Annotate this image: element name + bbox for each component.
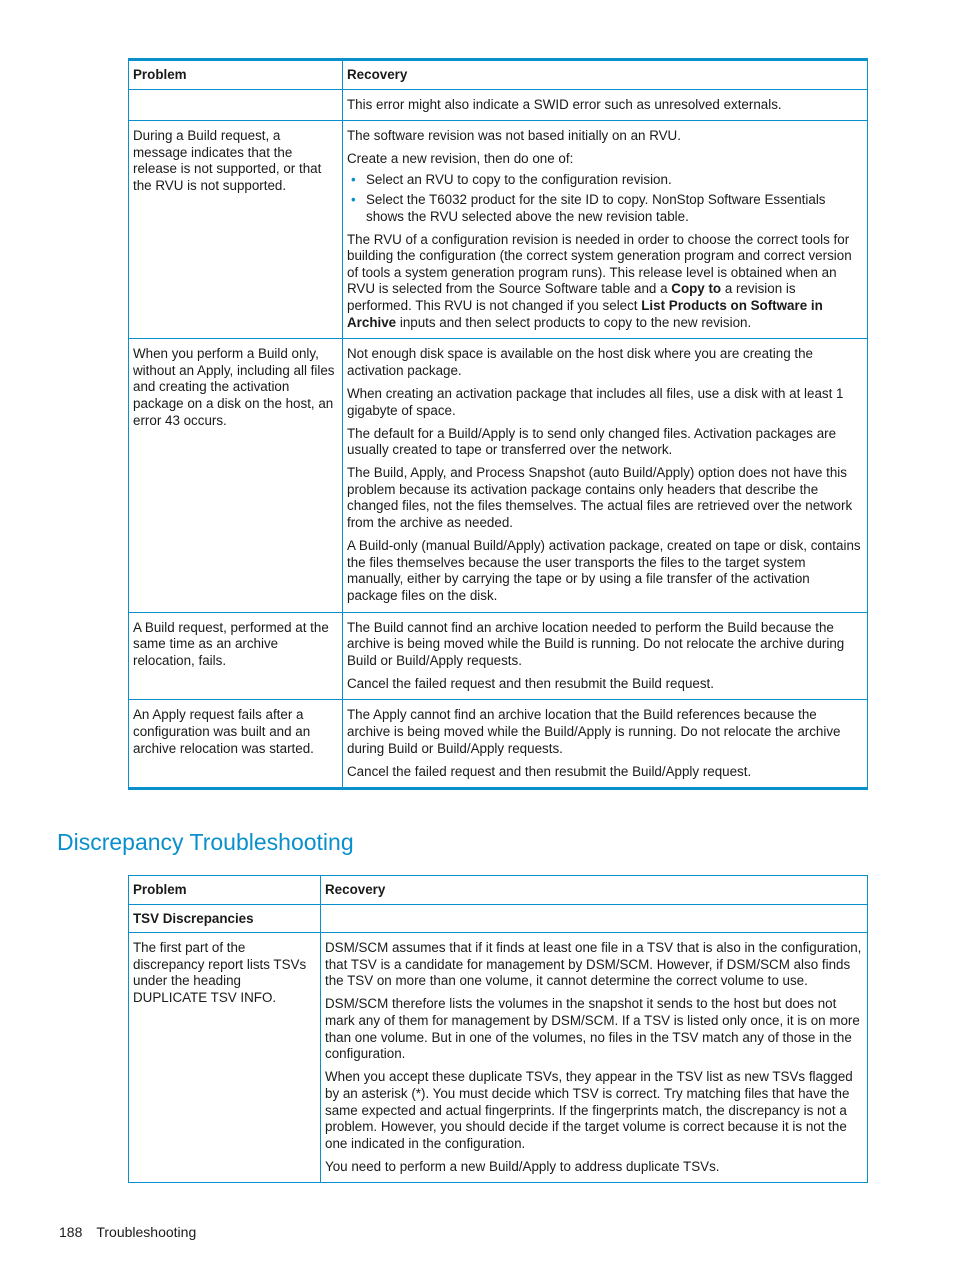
table-subheading-row [129, 904, 868, 933]
text-run: inputs and then select products to copy to the new revision. [396, 314, 752, 330]
problem-column-header: Problem [129, 60, 343, 90]
ui-term: List Products on Software in Archive [347, 298, 823, 330]
text-run: DSM/SCM therefore lists the volumes in the snapshot it sends to the host but does not mark any of them for management by DSM/SCM. If a TSV is listed only once, it is on more than one volume. But in one of the volumes, no files in the TSV match any of those in the configuration. [325, 996, 860, 1062]
recovery-paragraph [347, 426, 863, 459]
troubleshooting-table [128, 58, 868, 790]
text-run: The Build, Apply, and Process Snapshot (auto Build/Apply) option does not have this problem because its activation package contains only headers that describe the changed files, not the files themselves. The actual files are retrieved over the network from the archive as needed. [347, 465, 853, 531]
text-run: Cancel the failed request and then resubmit the Build/Apply request. [347, 763, 752, 779]
recovery-cell [343, 612, 868, 700]
recovery-paragraph [347, 97, 863, 114]
text-run: The RVU of a configuration revision is needed in order to choose the correct tools for building the configuration (the correct system generation program and correct version of tools a system generation program runs). This release level is obtained when an RVU is selected from the Source Software table and a [347, 231, 852, 297]
discrepancy-table [128, 875, 868, 1183]
table-row [129, 933, 868, 1183]
table-row [129, 612, 868, 700]
recovery-paragraph [325, 1159, 863, 1176]
recovery-paragraph [347, 620, 863, 670]
text-run: The default for a Build/Apply is to send only changed files. Activation packages are usually created to tape or transferred over the network. [347, 425, 837, 458]
recovery-paragraph [347, 386, 863, 419]
problem-cell [129, 89, 343, 121]
text-run: The Apply cannot find an archive location that the Build references because the archive is being moved while the Build/Apply is running. Do not relocate the archive during Build or Build/Apply requests. [347, 707, 841, 756]
recovery-paragraph [347, 707, 863, 757]
recovery-paragraph [347, 232, 863, 332]
recovery-paragraph [347, 764, 863, 781]
text-run: Not enough disk space is available on the host disk where you are creating the activation package. [347, 346, 813, 378]
recovery-column-header: Recovery [321, 876, 868, 905]
text-run: When creating an activation package that includes all files, use a disk with at least 1 gigabyte of space. [347, 385, 844, 418]
recovery-paragraph [347, 346, 863, 379]
table-body [129, 904, 868, 1183]
bullet-item: • Select an RVU to copy to the configuration revision. [366, 172, 863, 189]
recovery-paragraph [347, 465, 863, 531]
text-run: The software revision was not based initially on an RVU. [347, 128, 681, 144]
tsv-discrepancies-subheading: TSV Discrepancies [129, 904, 321, 933]
table-row [129, 121, 868, 339]
table-header-row [129, 876, 868, 905]
text-run: You need to perform a new Build/Apply to address duplicate TSVs. [325, 1158, 720, 1174]
recovery-paragraph [325, 996, 863, 1062]
recovery-cell [343, 339, 868, 612]
recovery-cell [343, 89, 868, 121]
page-footer [59, 1223, 196, 1241]
recovery-cell [343, 121, 868, 339]
recovery-paragraph [325, 940, 863, 990]
table-header-row [129, 60, 868, 90]
table-row [129, 700, 868, 789]
text-run: This error might also indicate a SWID error such as unresolved externals. [347, 96, 782, 112]
problem-cell: When you perform a Build only, without an Apply, including all files and creating the activation package on a disk on the host, an error 43 occurs. [129, 339, 343, 612]
text-run: The Build cannot find an archive location needed to perform the Build because the archive is being moved while the Build is running. Do not relocate the archive during Build or Build/Apply requests. [347, 619, 845, 668]
recovery-column-header: Recovery [343, 60, 868, 90]
text-run: a revision is performed. This RVU is not changed if you select [347, 281, 796, 314]
recovery-paragraph [347, 538, 863, 604]
problem-cell: An Apply request fails after a configuration was built and an archive relocation was started. [129, 700, 343, 789]
table-body [129, 89, 868, 789]
problem-cell: A Build request, performed at the same time as an archive relocation, fails. [129, 612, 343, 700]
bullet-list [347, 172, 863, 225]
text-run: DSM/SCM assumes that if it finds at least one file in a TSV that is also in the configuration, that TSV is a candidate for management by DSM/SCM. However, if DSM/SCM also finds the TSV on more than one volume, it cannot determine the correct volume to use. [325, 940, 862, 989]
text-run: When you accept these duplicate TSVs, they appear in the TSV list as new TSVs flagged by an asterisk (*). You must decide which TSV is correct. Try matching files that have the same expected and actual fingerprints. If the fingerprints match, the discrepancy is not a problem. However, you should decide if the target volume is correct because it is not the one indicated in the configuration. [325, 1069, 853, 1151]
text-run: Create a new revision, then do one of: [347, 151, 574, 167]
table-row [129, 89, 868, 121]
ui-term: Copy to [671, 281, 722, 297]
footer-section-title: Troubleshooting [96, 1224, 197, 1240]
empty-cell [321, 904, 868, 933]
recovery-cell [321, 933, 868, 1183]
recovery-paragraph [347, 128, 863, 145]
text-run: Cancel the failed request and then resubmit the Build request. [347, 675, 714, 691]
recovery-paragraph [325, 1069, 863, 1152]
recovery-cell [343, 700, 868, 789]
text-run: A Build-only (manual Build/Apply) activation package, created on tape or disk, contains the files themselves because the user transports the files to the target system manually, either by carrying the tape or by using a file transfer of the activation package files on the disk. [347, 538, 861, 603]
problem-column-header: Problem [129, 876, 321, 905]
page-number: 188 [59, 1224, 83, 1240]
table-row [129, 339, 868, 612]
recovery-paragraph [347, 676, 863, 693]
section-heading: Discrepancy Troubleshooting [57, 829, 354, 855]
recovery-paragraph [347, 151, 863, 168]
problem-cell: The first part of the discrepancy report lists TSVs under the heading DUPLICATE TSV INFO. [129, 933, 321, 1183]
problem-cell: During a Build request, a message indicates that the release is not supported, or that the RVU is not supported. [129, 121, 343, 339]
bullet-item: • Select the T6032 product for the site ID to copy. NonStop Software Essentials shows the RVU selected above the new revision table. [366, 192, 863, 225]
